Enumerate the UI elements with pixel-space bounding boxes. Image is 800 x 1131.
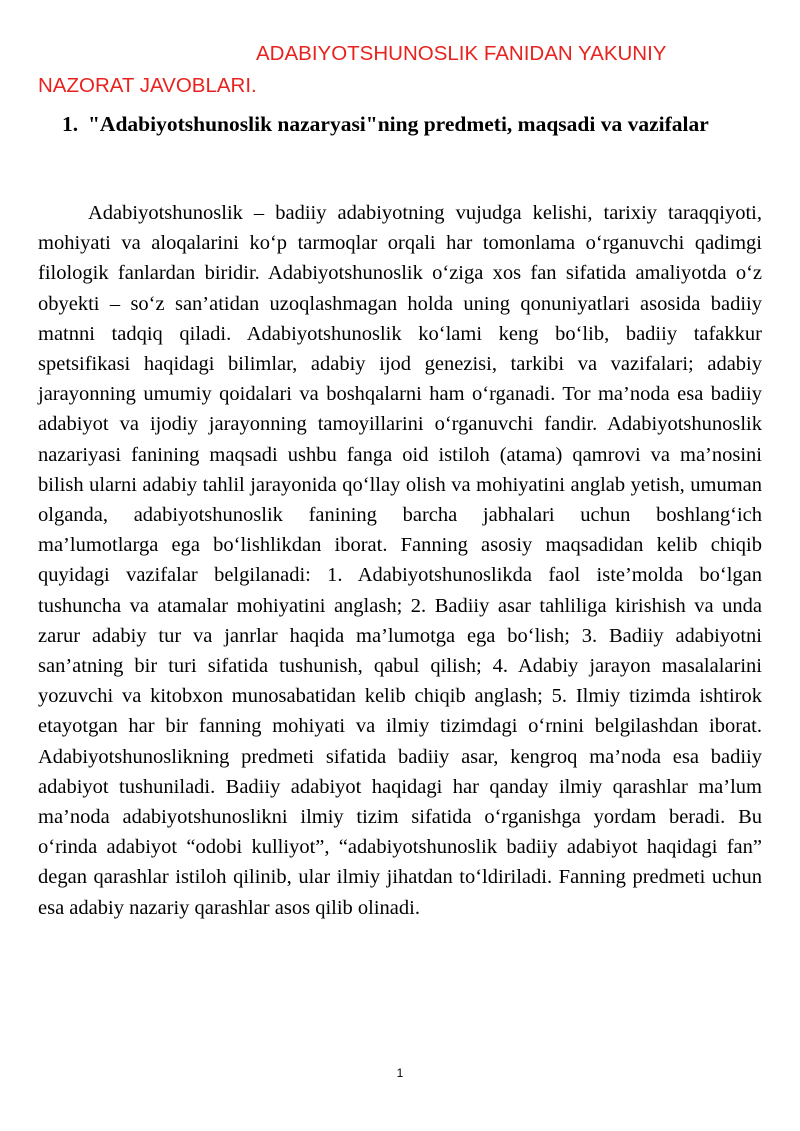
body-paragraph: Adabiyotshunoslik – badiiy adabiyotning vujudga kelishi, tarixiy taraqqiyoti, mohiyati va aloqalarini ko‘p tarmoqlar orqali har tomonlama o‘rganuvchi qadimgi filologik fanlardan biridir. Adabiyotshunoslik o‘ziga xos fan sifatida amaliyotda o‘z obyekti – so‘z san’atidan uzoqlashmagan holda uning qonuniyatlari asosida badiiy matnni tadqiq qiladi. Adabiyotshunoslik ko‘lami keng bo‘lib, badiiy tafakkur spetsifikasi haqidagi bilimlar, adabiy ijod genezisi, tarkibi va vazifalari; adabiy jarayonning umumiy qoidalari va boshqalarni ham o‘rganadi. Tor ma’noda esa badiiy adabiyot va ijodiy jarayonning tamoyillarini o‘rganuvchi fandir. Adabiyotshunoslik nazariyasi fanining maqsadi ushbu fanga oid istiloh (atama) qamrovi va ma’nosini bilish ularni adabiy tahlil jarayonida qo‘llay olish va mohiyatini anglab yetish, umuman olganda, adabiyotshunoslik fanining barcha jabhalari uchun boshlang‘ich ma’lumotlarga ega bo‘lishlikdan iborat. Fanning asosiy maqsadidan kelib chiqib quyidagi vazifalar belgilanadi: 1. Adabiyotshunoslikda faol iste’molda bo‘lgan tushuncha va atamalar mohiyatini anglash; 2. Badiiy asar tahliliga kirishish va unda zarur adabiy tur va janrlar haqida ma’lumotga ega bo‘lish; 3. Badiiy adabiyotni san’atning bir turi sifatida tushunish, qabul qilish; 4. Adabiy jarayon masalalarini yozuvchi va kitobxon munosabatidan kelib chiqib anglash; 5. Ilmiy tizimda ishtirok etayotgan har bir fanning mohiyati va ilmiy tizimdagi o‘rnini belgilashdan iborat. Adabiyotshunoslikning predmeti sifatida badiiy asar, kengroq ma’noda esa badiiy adabiyot tushuniladi. Badiiy adabiyot haqidagi har qanday ilmiy qarashlar ma’lum ma’noda adabiyotshunoslikni ilmiy tizim sifatida o‘rganishga yordam beradi. Bu o‘rinda adabiyot “odobi kulliyot”, “adabiyotshunoslik badiiy adabiyot haqidagi fan” degan qarashlar istiloh qilinib, ular ilmiy jihatdan to‘ldiriladi. Fanning predmeti uchun esa adabiy nazariy qarashlar asos qilib olinadi. — [38, 202, 762, 919]
section-heading — [62, 110, 762, 139]
document-title: ADABIYOTSHUNOSLIK FANIDAN YAKUNIY NAZORAT JAVOBLARI. — [38, 42, 667, 97]
page-number: 1 — [396, 1066, 404, 1080]
section-heading-text: "Adabiyotshunoslik nazaryasi"ning predmeti, maqsadi va vazifalar — [88, 112, 709, 136]
section-number: 1. — [62, 112, 79, 136]
